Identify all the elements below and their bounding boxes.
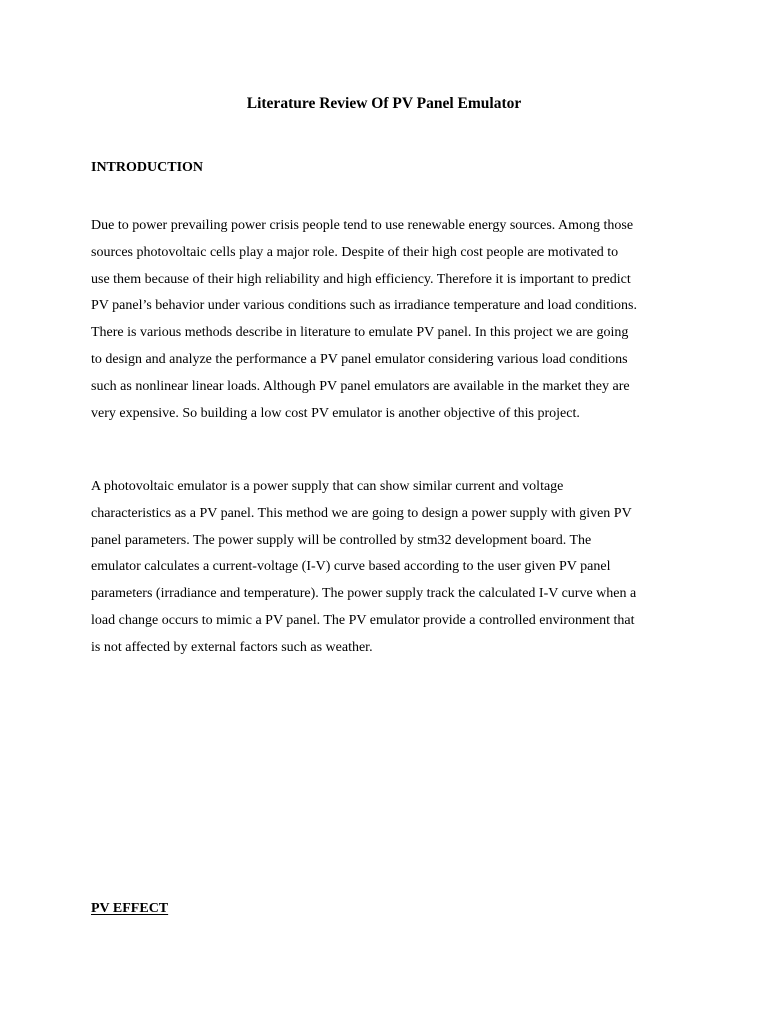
section-heading-introduction: INTRODUCTION [91, 160, 204, 175]
paragraph-line: characteristics as a PV panel. This method we are going to design a power supply with given PV [91, 505, 632, 521]
section-heading-pv-effect: PV EFFECT [91, 901, 169, 916]
paragraph-line: Due to power prevailing power crisis people tend to use renewable energy sources. Among those [91, 218, 634, 233]
paragraph-line: PV panel’s behavior under various conditions such as irradiance temperature and load conditions. [91, 298, 637, 314]
paragraph-line: load change occurs to mimic a PV panel. The PV emulator provide a controlled environment that [91, 612, 635, 628]
paragraph-line: use them because of their high reliability and high efficiency. Therefore it is important to predict [91, 271, 631, 287]
introduction-paragraph-1 [91, 213, 691, 427]
document-title: Literature Review Of PV Panel Emulator [246, 95, 522, 112]
paragraph-line: panel parameters. The power supply will be controlled by stm32 development board. The [91, 532, 592, 548]
paragraph-line: A photovoltaic emulator is a power supply that can show similar current and voltage [91, 479, 564, 494]
paragraph-line: such as nonlinear linear loads. Although PV panel emulators are available in the market they are [91, 378, 630, 394]
paragraph-line: to design and analyze the performance a PV panel emulator considering various load conditions [91, 351, 628, 367]
paragraph-line: There is various methods describe in literature to emulate PV panel. In this project we are going [91, 325, 629, 341]
paragraph-line: very expensive. So building a low cost PV emulator is another objective of this project. [91, 405, 580, 421]
paragraph-line: is not affected by external factors such as weather. [91, 639, 373, 655]
paragraph-line: parameters (irradiance and temperature). The power supply track the calculated I-V curve when a [91, 586, 637, 602]
introduction-paragraph-2 [91, 474, 691, 662]
paragraph-line: emulator calculates a current-voltage (I-V) curve based according to the user given PV panel [91, 559, 611, 575]
paragraph-line: sources photovoltaic cells play a major role. Despite of their high cost people are motivated to [91, 244, 619, 260]
